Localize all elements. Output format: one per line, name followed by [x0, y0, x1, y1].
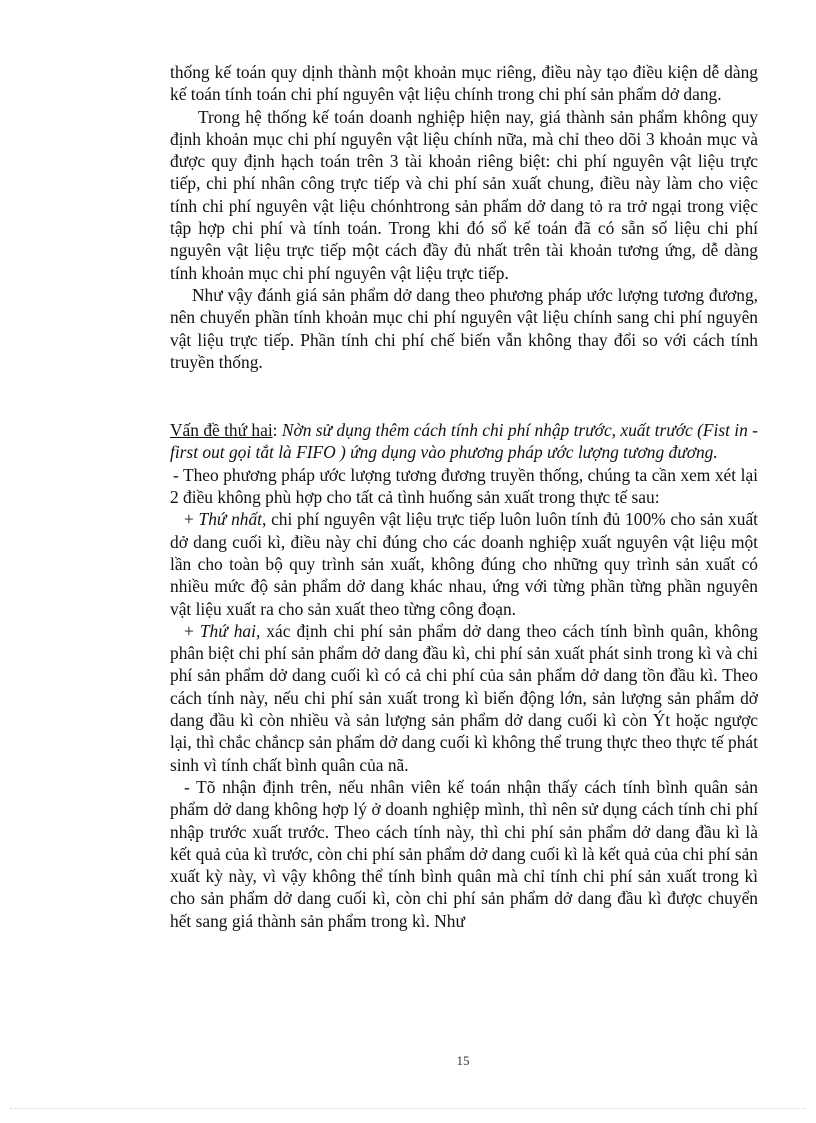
point-2-label: Thứ hai: [199, 620, 256, 641]
paragraph-conclusion-first-issue: Như vậy đánh giá sản phẩm dở dang theo phương pháp ước lượng tương đương, nên chuyển phần tính khoản mục chi phí nguyên vật liệu chính sang chi phí nguyên vật liệu trực tiếp. Phần tính chi phí chế biến vẫn không thay đổi so với cách tính truyền thống.: [170, 284, 758, 372]
point-2-prefix: +: [184, 620, 200, 641]
point-1-text: , chi phí nguyên vật liệu trực tiếp luôn luôn tính đủ 100% cho sản xuất dở dang cuối kì, điều này chỉ đúng cho các doanh nghiệp xuất nguyên vật liệu một lần cho toàn bộ quy trình sản xuất, không đúng cho những quy trình sản xuất có nhiều mức độ sản phẩm dở dang khác nhau, ứng với từng phần từng phần nguyên vật liệu xuất ra cho sản xuất theo từng công đoạn.: [170, 509, 758, 619]
paragraph-point-2: [170, 620, 758, 776]
page-number: 15: [456, 1053, 470, 1068]
page-bottom-divider: [10, 1108, 806, 1109]
page-body: [170, 61, 758, 932]
paragraph-accounting-system: Trong hệ thống kế toán doanh nghiệp hiện nay, giá thành sản phẩm không quy định khoản mục chi phí nguyên vật liệu chính nữa, mà chỉ theo dõi 3 khoản mục và được quy định hạch toán trên 3 tài khoản riêng biệt: chi phí nguyên vật liệu trực tiếp, chi phí nhân công trực tiếp và chi phí sản xuất chung, điều này làm cho việc tính chi phí nguyên vật liệu chónhtrong sản phẩm dở dang tỏ ra trở ngại trong việc tập hợp chi phí và tính toán. Trong khi đó sổ kế toán đã có sẵn số liệu chi phí nguyên vật liệu trực tiếp một cách đầy đủ nhất trên tài khoản tương ứng, dễ dàng tính khoản mục chi phí nguyên vật liệu trực tiếp.: [170, 106, 758, 283]
point-1-prefix: +: [184, 509, 199, 530]
paragraph-continuation: thống kế toán quy dịnh thành một khoản mục riêng, điều này tạo điều kiện dễ dàng kế toán tính toán chi phí nguyên vật liệu chính trong chi phí sản phẩm dở dang.: [170, 62, 758, 105]
point-1-label: Thứ nhất: [198, 509, 263, 530]
section-spacer: [170, 373, 758, 419]
issue-heading-paragraph: [170, 419, 758, 464]
paragraph-final: - Tõ nhận định trên, nếu nhân viên kế toán nhận thấy cách tính bình quân sản phẩm dở dang không hợp lý ở doanh nghiệp mình, thì nên sử dụng cách tính chi phí nhập trước xuất trước. Theo cách tính này, thì chi phí sản phẩm dở dang đầu kì là kết quả của kì trước, còn chi phí sản phẩm dở dang cuối kì là kết quả của chi phí sản xuất kỳ này, vì vậy không thể tính bình quân mà chỉ tính chi phí sản xuất trong kì cho sản phẩm dở dang cuối kì, còn chi phí sản phẩm dở dang đầu kì được chuyển hết sang giá thành sản phẩm trong kì. Như: [170, 776, 758, 931]
point-2-text: , xác định chi phí sản phẩm dở dang theo cách tính bình quân, không phân biệt chi phí sản phẩm dở dang đầu kì, chi phí sản xuất phát sinh trong kì và chi phí sản phẩm dở dang cuối kì có cả chi phí của sản phẩm dở dang tồn đầu kì. Theo cách tính này, nếu chi phí sản xuất trong kì biến động lớn, sản lượng sản phẩm dở dang đầu kì còn nhiều và sản lượng sản phẩm dở dang cuối kì còn Ýt hoặc ngược lại, thì chắc chắncp sản phẩm dở dang cuối kì không thể trung thực theo thực tế phát sinh vì tính chất bình quân của nã.: [170, 620, 758, 775]
paragraph-intro: - Theo phương pháp ước lượng tương đương truyền thống, chúng ta cần xem xét lại 2 điều không phù hợp cho tất cả tình huống sản xuất trong thực tế sau:: [170, 464, 758, 508]
issue-heading: Vấn đề thứ hai: [170, 420, 273, 441]
paragraph-point-1: [170, 508, 758, 619]
issue-separator: :: [272, 420, 282, 441]
issue-title: Nờn sử dụng thêm cách tính chi phí nhập trước, xuất trước (Fist in - first out gọi tắt là FIFO ) ứng dụng vào phương pháp ước lượng tương đương.: [170, 420, 758, 463]
